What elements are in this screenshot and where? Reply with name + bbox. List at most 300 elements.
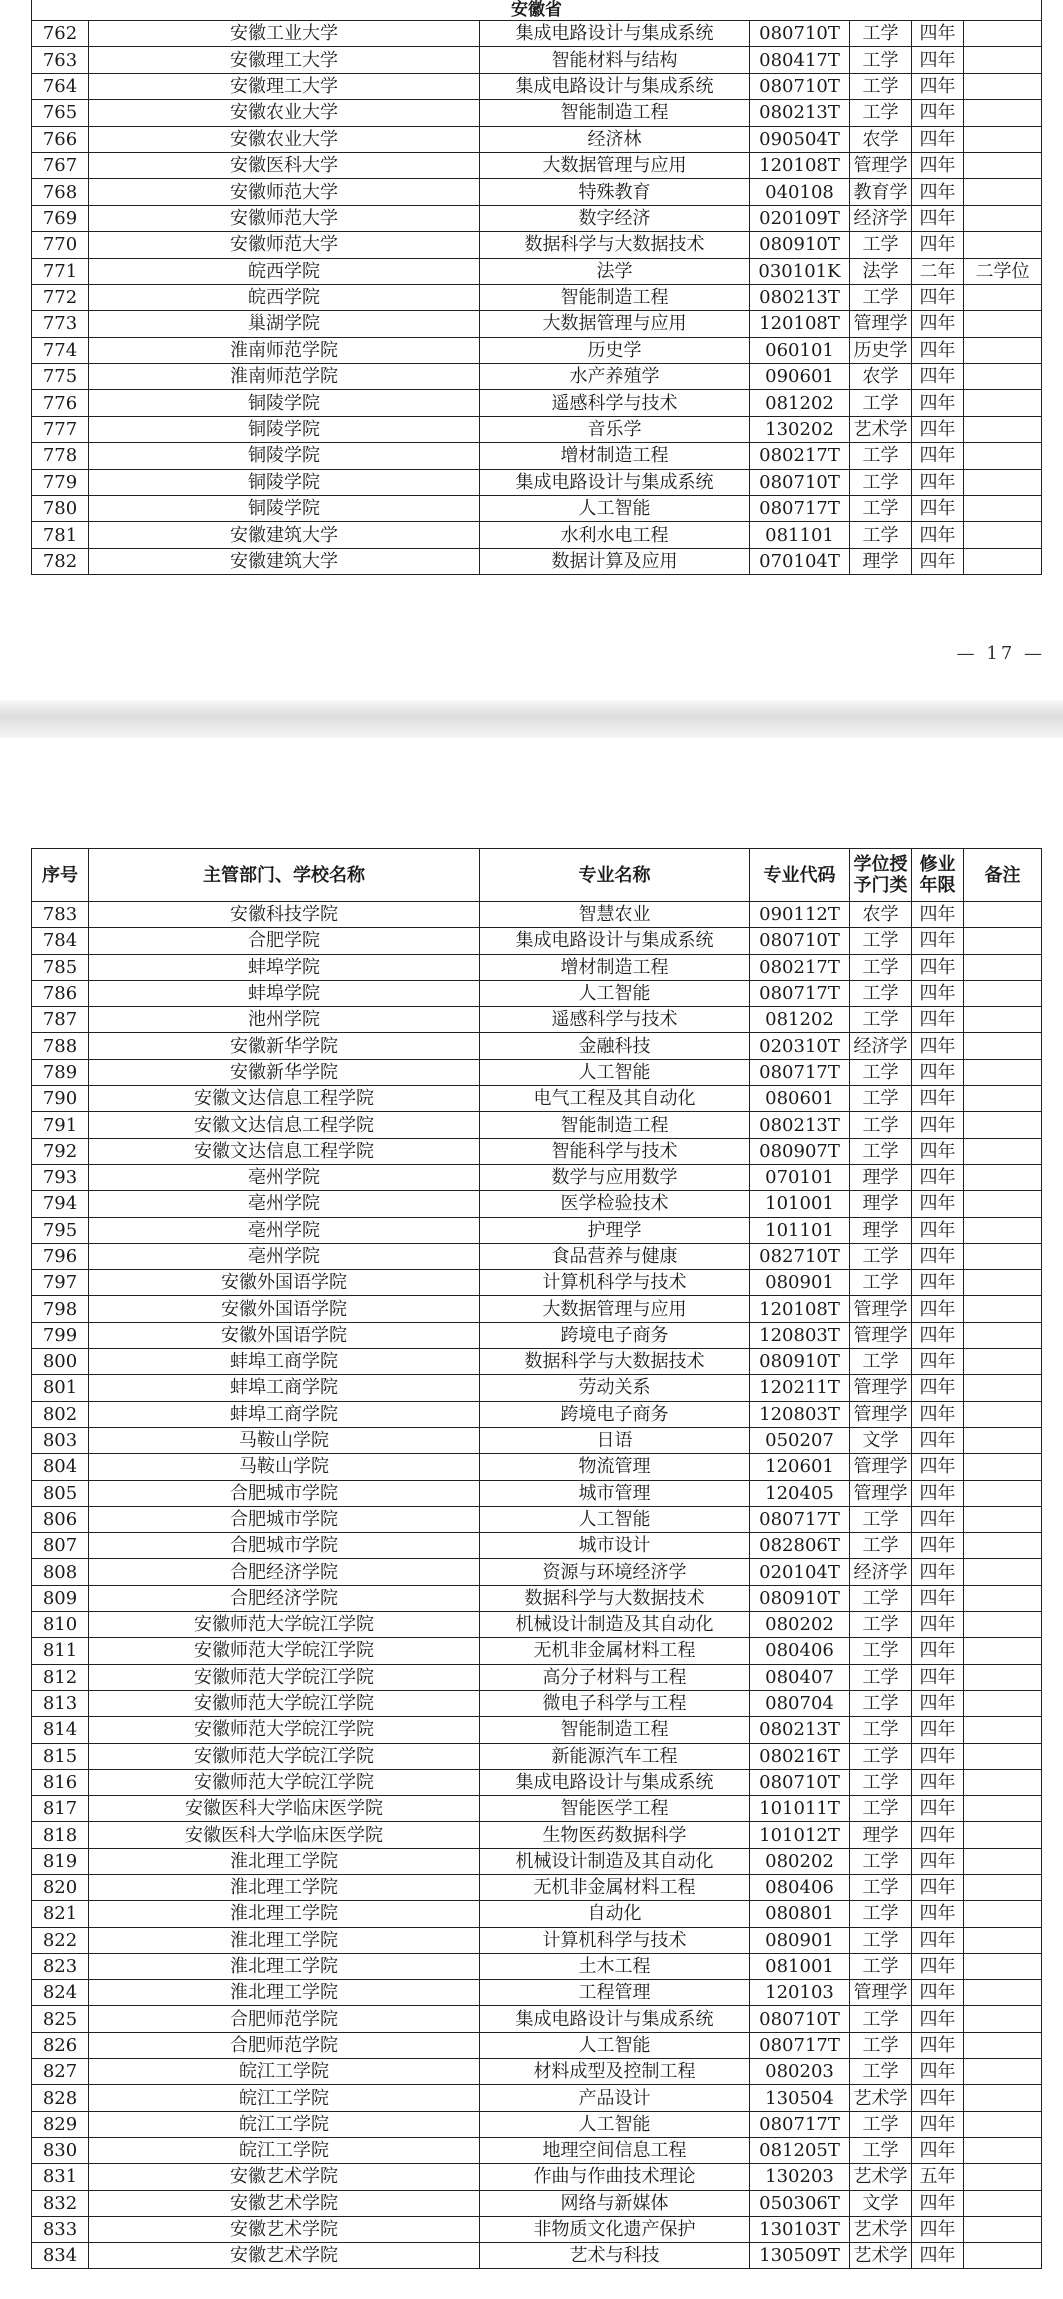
cell-major: 材料成型及控制工程: [480, 2059, 750, 2085]
cell-years: 四年: [912, 1717, 964, 1743]
cell-years: 四年: [912, 1769, 964, 1795]
cell-note: [964, 2216, 1042, 2242]
cell-code: 081205T: [750, 2137, 850, 2163]
cell-no: 788: [32, 1033, 89, 1059]
cell-no: 764: [32, 73, 89, 99]
cell-school: 合肥经济学院: [89, 1585, 480, 1611]
cell-major: 微电子科学与工程: [480, 1690, 750, 1716]
cell-note: [964, 954, 1042, 980]
cell-degree-category: 管理学: [850, 1454, 912, 1480]
cell-note: [964, 416, 1042, 442]
cell-no: 785: [32, 954, 89, 980]
cell-no: 769: [32, 205, 89, 231]
table-row: [32, 1059, 1042, 1085]
cell-no: 797: [32, 1270, 89, 1296]
cell-years: 四年: [912, 1796, 964, 1822]
cell-years: 四年: [912, 337, 964, 363]
cell-note: [964, 179, 1042, 205]
cell-no: 791: [32, 1112, 89, 1138]
cell-major: 大数据管理与应用: [480, 311, 750, 337]
cell-school: 铜陵学院: [89, 469, 480, 495]
cell-no: 810: [32, 1612, 89, 1638]
cell-school: 安徽师范大学皖江学院: [89, 1612, 480, 1638]
header-years: [912, 849, 964, 902]
cell-note: [964, 2137, 1042, 2163]
cell-code: 081001: [750, 1953, 850, 1979]
cell-no: 768: [32, 179, 89, 205]
cell-major: 高分子材料与工程: [480, 1664, 750, 1690]
cell-note: [964, 928, 1042, 954]
table-row: [32, 1007, 1042, 1033]
header-no: 序号: [32, 849, 89, 902]
cell-no: 763: [32, 47, 89, 73]
cell-code: 080213T: [750, 100, 850, 126]
cell-no: 782: [32, 548, 89, 574]
cell-degree-category: 工学: [850, 1059, 912, 1085]
cell-code: 080406: [750, 1874, 850, 1900]
document-page-top: [0, 0, 1063, 700]
cell-degree-category: 工学: [850, 443, 912, 469]
cell-years: 四年: [912, 2085, 964, 2111]
cell-years: 四年: [912, 1743, 964, 1769]
table-row: [32, 1848, 1042, 1874]
cell-degree-category: 文学: [850, 2190, 912, 2216]
cell-years: 四年: [912, 928, 964, 954]
cell-years: 四年: [912, 1191, 964, 1217]
table-row: [32, 1454, 1042, 1480]
cell-code: 080717T: [750, 496, 850, 522]
cell-no: 818: [32, 1822, 89, 1848]
cell-note: [964, 1007, 1042, 1033]
table-header-row: [32, 849, 1042, 902]
cell-degree-category: 工学: [850, 1796, 912, 1822]
cell-note: [964, 469, 1042, 495]
cell-note: [964, 1796, 1042, 1822]
cell-degree-category: 工学: [850, 1874, 912, 1900]
cell-code: 030101K: [750, 258, 850, 284]
cell-note: [964, 1138, 1042, 1164]
cell-school: 安徽文达信息工程学院: [89, 1086, 480, 1112]
table-row: [32, 1164, 1042, 1190]
cell-major: 生物医药数据科学: [480, 1822, 750, 1848]
cell-major: 地理空间信息工程: [480, 2137, 750, 2163]
cell-years: 四年: [912, 2190, 964, 2216]
table-row: [32, 205, 1042, 231]
cell-no: 830: [32, 2137, 89, 2163]
cell-years: 四年: [912, 1112, 964, 1138]
cell-major: 法学: [480, 258, 750, 284]
cell-no: 812: [32, 1664, 89, 1690]
cell-school: 合肥城市学院: [89, 1506, 480, 1532]
table-row: [32, 258, 1042, 284]
cell-no: 828: [32, 2085, 89, 2111]
header-degree-category-text: 学位授予门类: [853, 853, 908, 896]
table-row: [32, 1191, 1042, 1217]
cell-major: 日语: [480, 1427, 750, 1453]
cell-degree-category: 工学: [850, 1769, 912, 1795]
cell-school: 淮南师范学院: [89, 364, 480, 390]
cell-note: [964, 1112, 1042, 1138]
cell-note: [964, 1769, 1042, 1795]
cell-years: 四年: [912, 284, 964, 310]
cell-years: 四年: [912, 1086, 964, 1112]
cell-no: 817: [32, 1796, 89, 1822]
table-row: [32, 1822, 1042, 1848]
cell-years: 四年: [912, 1322, 964, 1348]
cell-no: 821: [32, 1901, 89, 1927]
table-row: [32, 548, 1042, 574]
cell-school: 安徽外国语学院: [89, 1322, 480, 1348]
cell-years: 四年: [912, 1375, 964, 1401]
table-row: [32, 1769, 1042, 1795]
cell-major: 智能材料与结构: [480, 47, 750, 73]
cell-degree-category: 工学: [850, 2111, 912, 2137]
cell-no: 795: [32, 1217, 89, 1243]
cell-degree-category: 工学: [850, 1270, 912, 1296]
cell-years: 四年: [912, 1033, 964, 1059]
cell-major: 集成电路设计与集成系统: [480, 928, 750, 954]
cell-note: [964, 1848, 1042, 1874]
cell-school: 巢湖学院: [89, 311, 480, 337]
cell-years: 四年: [912, 1059, 964, 1085]
cell-school: 蚌埠工商学院: [89, 1401, 480, 1427]
table-row: [32, 390, 1042, 416]
cell-school: 安徽师范大学皖江学院: [89, 1717, 480, 1743]
cell-school: 安徽新华学院: [89, 1033, 480, 1059]
province-label: 安徽省: [32, 0, 1042, 21]
cell-degree-category: 工学: [850, 47, 912, 73]
table-row: [32, 2216, 1042, 2242]
cell-school: 合肥师范学院: [89, 2006, 480, 2032]
cell-no: 775: [32, 364, 89, 390]
cell-no: 787: [32, 1007, 89, 1033]
header-years-text: 修业年限: [919, 853, 956, 896]
cell-no: 773: [32, 311, 89, 337]
cell-no: 792: [32, 1138, 89, 1164]
cell-no: 811: [32, 1638, 89, 1664]
cell-no: 778: [32, 443, 89, 469]
cell-school: 皖西学院: [89, 258, 480, 284]
table-row: [32, 1953, 1042, 1979]
cell-code: 130103T: [750, 2216, 850, 2242]
cell-major: 大数据管理与应用: [480, 1296, 750, 1322]
cell-years: 四年: [912, 902, 964, 928]
cell-code: 101101: [750, 1217, 850, 1243]
cell-no: 829: [32, 2111, 89, 2137]
cell-school: 安徽文达信息工程学院: [89, 1138, 480, 1164]
cell-no: 796: [32, 1243, 89, 1269]
cell-degree-category: 工学: [850, 1138, 912, 1164]
cell-major: 艺术与科技: [480, 2243, 750, 2269]
cell-degree-category: 工学: [850, 1717, 912, 1743]
cell-major: 机械设计制造及其自动化: [480, 1848, 750, 1874]
cell-no: 771: [32, 258, 89, 284]
table-row: [32, 1033, 1042, 1059]
table-row: [32, 522, 1042, 548]
cell-degree-category: 工学: [850, 1690, 912, 1716]
cell-school: 铜陵学院: [89, 390, 480, 416]
cell-years: 四年: [912, 1901, 964, 1927]
cell-years: 四年: [912, 126, 964, 152]
cell-note: [964, 47, 1042, 73]
cell-note: [964, 496, 1042, 522]
cell-major: 遥感科学与技术: [480, 1007, 750, 1033]
cell-no: 774: [32, 337, 89, 363]
cell-school: 皖江工学院: [89, 2137, 480, 2163]
table-row: [32, 1901, 1042, 1927]
cell-degree-category: 工学: [850, 232, 912, 258]
cell-years: 四年: [912, 1296, 964, 1322]
cell-degree-category: 工学: [850, 1901, 912, 1927]
cell-years: 四年: [912, 21, 964, 47]
cell-code: 020104T: [750, 1559, 850, 1585]
cell-major: 人工智能: [480, 496, 750, 522]
cell-code: 120211T: [750, 1375, 850, 1401]
table-row: [32, 496, 1042, 522]
cell-no: 777: [32, 416, 89, 442]
cell-years: 四年: [912, 232, 964, 258]
cell-no: 824: [32, 1980, 89, 2006]
cell-code: 080202: [750, 1612, 850, 1638]
cell-no: 786: [32, 980, 89, 1006]
table-row: [32, 232, 1042, 258]
cell-school: 淮南师范学院: [89, 337, 480, 363]
cell-note: [964, 1480, 1042, 1506]
cell-school: 马鞍山学院: [89, 1454, 480, 1480]
cell-note: [964, 337, 1042, 363]
table-row: [32, 416, 1042, 442]
cell-degree-category: 工学: [850, 1848, 912, 1874]
cell-note: [964, 1454, 1042, 1480]
cell-school: 安徽师范大学皖江学院: [89, 1664, 480, 1690]
cell-note: [964, 100, 1042, 126]
cell-degree-category: 管理学: [850, 1480, 912, 1506]
page-number: — 17 —: [956, 643, 1045, 664]
cell-school: 安徽医科大学: [89, 152, 480, 178]
cell-code: 040108: [750, 179, 850, 205]
cell-no: 808: [32, 1559, 89, 1585]
table-row: [32, 2137, 1042, 2163]
cell-degree-category: 工学: [850, 496, 912, 522]
cell-major: 遥感科学与技术: [480, 390, 750, 416]
table-row: [32, 2006, 1042, 2032]
cell-major: 集成电路设计与集成系统: [480, 21, 750, 47]
cell-school: 安徽建筑大学: [89, 548, 480, 574]
cell-years: 二年: [912, 258, 964, 284]
cell-school: 亳州学院: [89, 1243, 480, 1269]
cell-degree-category: 工学: [850, 2032, 912, 2058]
cell-degree-category: 工学: [850, 2006, 912, 2032]
table-row: [32, 1743, 1042, 1769]
cell-major: 特殊教育: [480, 179, 750, 205]
table-row: [32, 311, 1042, 337]
cell-major: 无机非金属材料工程: [480, 1874, 750, 1900]
cell-school: 安徽建筑大学: [89, 522, 480, 548]
cell-years: 四年: [912, 1585, 964, 1611]
cell-no: 814: [32, 1717, 89, 1743]
cell-major: 人工智能: [480, 1506, 750, 1532]
cell-note: [964, 1638, 1042, 1664]
table-row: [32, 1112, 1042, 1138]
cell-major: 数据科学与大数据技术: [480, 1585, 750, 1611]
cell-code: 080910T: [750, 1585, 850, 1611]
header-school: 主管部门、学校名称: [89, 849, 480, 902]
cell-major: 人工智能: [480, 1059, 750, 1085]
cell-degree-category: 工学: [850, 1743, 912, 1769]
cell-degree-category: 艺术学: [850, 2216, 912, 2242]
cell-code: 101011T: [750, 1796, 850, 1822]
cell-note: [964, 1191, 1042, 1217]
cell-years: 四年: [912, 2111, 964, 2137]
cell-note: [964, 1375, 1042, 1401]
cell-note: [964, 902, 1042, 928]
cell-major: 新能源汽车工程: [480, 1743, 750, 1769]
cell-note: [964, 390, 1042, 416]
cell-major: 数据科学与大数据技术: [480, 232, 750, 258]
cell-no: 798: [32, 1296, 89, 1322]
cell-code: 080213T: [750, 1717, 850, 1743]
cell-no: 820: [32, 1874, 89, 1900]
cell-school: 安徽外国语学院: [89, 1270, 480, 1296]
cell-school: 淮北理工学院: [89, 1901, 480, 1927]
table-row: [32, 1638, 1042, 1664]
cell-school: 安徽文达信息工程学院: [89, 1112, 480, 1138]
table-row: [32, 2190, 1042, 2216]
cell-note: [964, 1296, 1042, 1322]
cell-note: [964, 2111, 1042, 2137]
cell-years: 四年: [912, 522, 964, 548]
cell-note: [964, 1270, 1042, 1296]
cell-school: 蚌埠学院: [89, 954, 480, 980]
cell-degree-category: 工学: [850, 1927, 912, 1953]
cell-note: [964, 1059, 1042, 1085]
cell-degree-category: 艺术学: [850, 416, 912, 442]
table-row: [32, 1427, 1042, 1453]
cell-school: 铜陵学院: [89, 496, 480, 522]
cell-degree-category: 理学: [850, 1164, 912, 1190]
table-row: [32, 1796, 1042, 1822]
table-row: [32, 1585, 1042, 1611]
cell-degree-category: 管理学: [850, 1980, 912, 2006]
table-row: [32, 2032, 1042, 2058]
cell-major: 数据科学与大数据技术: [480, 1349, 750, 1375]
cell-years: 四年: [912, 416, 964, 442]
table-row: [32, 1322, 1042, 1348]
cell-degree-category: 工学: [850, 980, 912, 1006]
table-row: [32, 469, 1042, 495]
cell-years: 四年: [912, 2032, 964, 2058]
header-major: 专业名称: [480, 849, 750, 902]
cell-no: 793: [32, 1164, 89, 1190]
cell-note: [964, 2243, 1042, 2269]
cell-degree-category: 农学: [850, 902, 912, 928]
cell-major: 食品营养与健康: [480, 1243, 750, 1269]
cell-code: 060101: [750, 337, 850, 363]
table-row: [32, 21, 1042, 47]
cell-school: 安徽理工大学: [89, 73, 480, 99]
cell-no: 809: [32, 1585, 89, 1611]
cell-major: 自动化: [480, 1901, 750, 1927]
cell-code: 120108T: [750, 311, 850, 337]
cell-no: 803: [32, 1427, 89, 1453]
cell-degree-category: 工学: [850, 73, 912, 99]
cell-major: 计算机科学与技术: [480, 1927, 750, 1953]
table-row: [32, 1559, 1042, 1585]
cell-years: 四年: [912, 100, 964, 126]
cell-code: 120601: [750, 1454, 850, 1480]
cell-school: 安徽师范大学: [89, 205, 480, 231]
cell-school: 皖江工学院: [89, 2059, 480, 2085]
cell-note: [964, 1506, 1042, 1532]
cell-school: 合肥城市学院: [89, 1533, 480, 1559]
cell-major: 无机非金属材料工程: [480, 1638, 750, 1664]
majors-table-bottom: [31, 848, 1042, 2269]
cell-major: 音乐学: [480, 416, 750, 442]
cell-major: 数字经济: [480, 205, 750, 231]
cell-note: [964, 1927, 1042, 1953]
cell-code: 050306T: [750, 2190, 850, 2216]
cell-major: 机械设计制造及其自动化: [480, 1612, 750, 1638]
cell-years: 四年: [912, 2137, 964, 2163]
cell-note: [964, 1322, 1042, 1348]
cell-code: 120108T: [750, 152, 850, 178]
cell-degree-category: 工学: [850, 21, 912, 47]
cell-no: 806: [32, 1506, 89, 1532]
cell-years: 四年: [912, 1927, 964, 1953]
cell-years: 四年: [912, 1559, 964, 1585]
cell-note: [964, 1690, 1042, 1716]
cell-major: 医学检验技术: [480, 1191, 750, 1217]
cell-years: 四年: [912, 311, 964, 337]
cell-degree-category: 工学: [850, 1664, 912, 1690]
cell-years: 四年: [912, 1638, 964, 1664]
table-row: [32, 100, 1042, 126]
cell-school: 安徽工业大学: [89, 21, 480, 47]
table-row: [32, 902, 1042, 928]
cell-school: 安徽艺术学院: [89, 2243, 480, 2269]
cell-school: 马鞍山学院: [89, 1427, 480, 1453]
cell-years: 四年: [912, 1217, 964, 1243]
cell-school: 淮北理工学院: [89, 1927, 480, 1953]
cell-school: 安徽农业大学: [89, 126, 480, 152]
cell-years: 四年: [912, 1243, 964, 1269]
cell-degree-category: 工学: [850, 2059, 912, 2085]
cell-note: [964, 1901, 1042, 1927]
table-row: [32, 284, 1042, 310]
cell-code: 120103: [750, 1980, 850, 2006]
cell-note: [964, 364, 1042, 390]
cell-degree-category: 工学: [850, 1585, 912, 1611]
cell-degree-category: 工学: [850, 1112, 912, 1138]
cell-note: [964, 152, 1042, 178]
table-row: [32, 1375, 1042, 1401]
cell-no: 826: [32, 2032, 89, 2058]
cell-degree-category: 工学: [850, 522, 912, 548]
cell-major: 资源与环境经济学: [480, 1559, 750, 1585]
cell-code: 130203: [750, 2164, 850, 2190]
cell-note: [964, 1874, 1042, 1900]
cell-note: [964, 1612, 1042, 1638]
cell-years: 四年: [912, 1533, 964, 1559]
cell-school: 合肥师范学院: [89, 2032, 480, 2058]
cell-degree-category: 教育学: [850, 179, 912, 205]
cell-school: 蚌埠学院: [89, 980, 480, 1006]
cell-code: 080901: [750, 1927, 850, 1953]
cell-note: [964, 1953, 1042, 1979]
cell-no: 767: [32, 152, 89, 178]
cell-major: 大数据管理与应用: [480, 152, 750, 178]
cell-note: [964, 1664, 1042, 1690]
